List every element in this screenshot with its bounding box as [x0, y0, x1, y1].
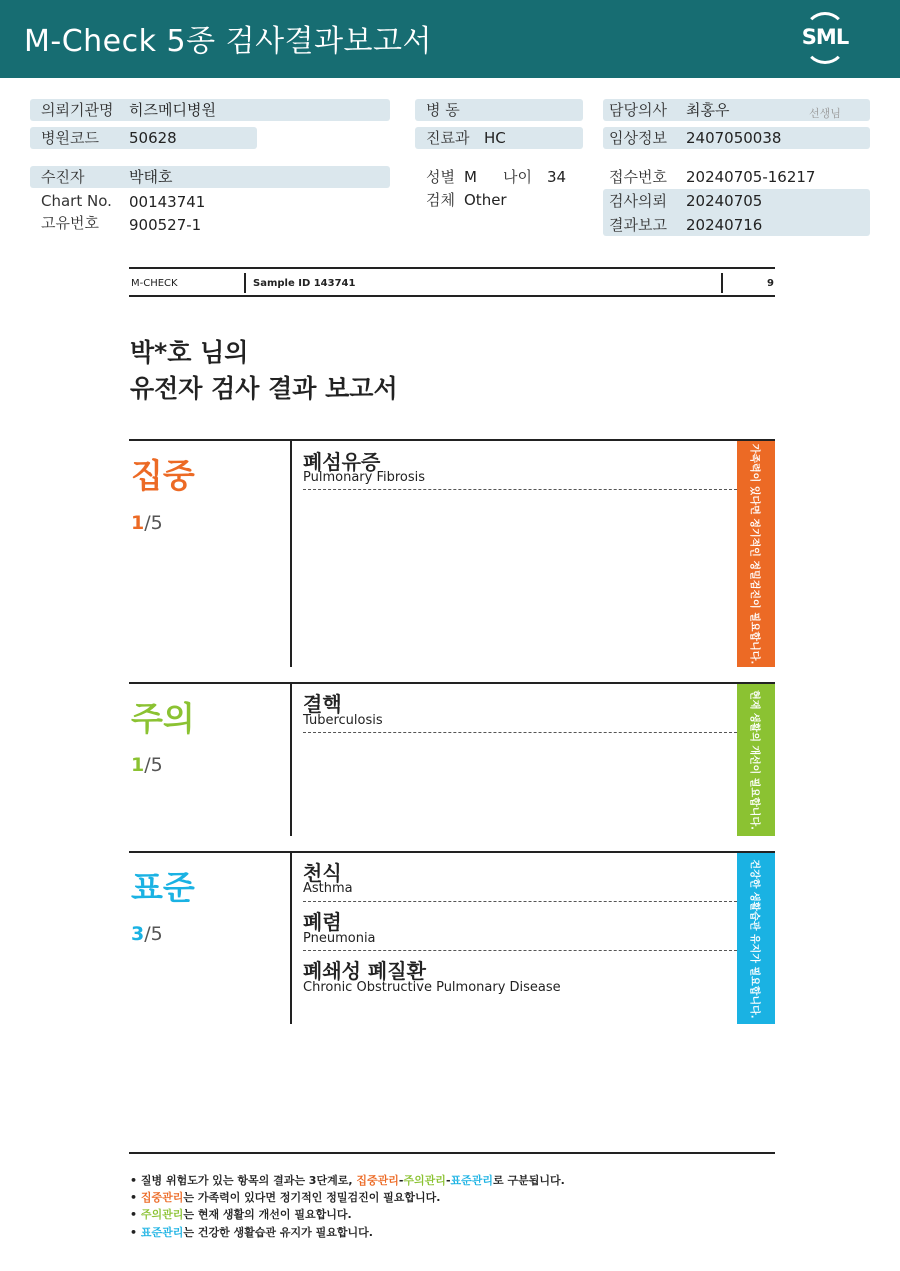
doctor-suffix: 선생님	[809, 107, 841, 120]
clinical-value: 2407050038	[686, 129, 782, 147]
footer-rule	[129, 1152, 775, 1154]
doctor-label: 담당의사	[609, 101, 667, 119]
footer-text: 는 가족력이 있다면 정기적인 정밀검진이 필요합니다.	[183, 1191, 441, 1204]
specimen-value: Other	[464, 191, 507, 209]
bullet: •	[130, 1208, 138, 1221]
item-copd-en: Chronic Obstructive Pulmonary Disease	[303, 980, 561, 995]
section-focus-count-n: 1	[131, 512, 145, 534]
legend-focus: 집중관리	[356, 1174, 399, 1187]
receipt-value: 20240705-16217	[686, 168, 816, 186]
report-title-line2: 유전자 검사 결과 보고서	[130, 374, 398, 403]
footer-line-4	[130, 1224, 373, 1240]
section-standard-side-band	[737, 853, 775, 1024]
section-caution-count	[131, 754, 163, 776]
section-standard-top-rule	[129, 851, 775, 853]
bullet: •	[130, 1191, 138, 1204]
legend-standard: 표준관리	[140, 1226, 184, 1239]
result-value: 20240716	[686, 216, 763, 234]
bullet: •	[130, 1174, 138, 1187]
age-label: 나이	[503, 168, 532, 186]
legend-standard: 표준관리	[450, 1174, 494, 1187]
item-asthma-ko: 천식	[303, 861, 342, 885]
logo-text: SML	[801, 25, 849, 49]
report-strip-top-rule	[129, 267, 775, 269]
report-strip-divider-left	[244, 273, 246, 293]
institution-value: 히즈메디병원	[129, 101, 216, 119]
footer-text: 는 현재 생활의 개선이 필요합니다.	[183, 1208, 352, 1221]
item-copd-ko: 폐쇄성 폐질환	[303, 959, 426, 983]
report-strip-bottom-rule	[129, 295, 775, 297]
bullet: •	[130, 1226, 138, 1239]
report-sample-id: Sample ID 143741	[253, 278, 356, 289]
section-standard-count-total: /5	[144, 923, 163, 945]
hospital-code-value: 50628	[129, 129, 177, 147]
section-caution-top-rule	[129, 682, 775, 684]
result-label: 결과보고	[609, 216, 667, 234]
footer-line-3	[130, 1206, 352, 1222]
footer-text: 는 건강한 생활습관 유지가 필요합니다.	[183, 1226, 373, 1239]
request-value: 20240705	[686, 192, 763, 210]
hospital-code-label: 병원코드	[41, 129, 99, 147]
legend-caution: 주의관리	[140, 1208, 184, 1221]
sex-value: M	[464, 168, 477, 186]
section-caution-count-total: /5	[144, 754, 163, 776]
item-divider	[303, 732, 737, 733]
footer-line-2	[130, 1189, 441, 1205]
sex-label: 성별	[426, 168, 455, 186]
chart-value: 00143741	[129, 193, 206, 211]
unique-label: 고유번호	[41, 214, 99, 232]
sml-logo	[796, 12, 854, 66]
section-focus-top-rule	[129, 439, 775, 441]
legend-focus: 집중관리	[140, 1191, 184, 1204]
section-standard-divider	[290, 853, 292, 1024]
footer-text: 로 구분됩니다.	[493, 1174, 565, 1187]
item-pneumonia-ko: 폐렴	[303, 910, 342, 934]
item-divider	[303, 950, 737, 951]
legend-separator: -	[398, 1174, 404, 1187]
section-caution-count-n: 1	[131, 754, 145, 776]
item-divider	[303, 489, 737, 490]
examinee-value: 박태호	[129, 168, 173, 186]
section-focus-name: 집중	[131, 456, 195, 495]
chart-label: Chart No.	[41, 192, 112, 210]
item-pulmonary-fibrosis-en: Pulmonary Fibrosis	[303, 470, 426, 485]
section-focus-count	[131, 512, 163, 534]
item-asthma-en: Asthma	[303, 881, 353, 896]
report-title-line1: 박*호 님의	[130, 338, 249, 367]
section-standard-side-text: 건강한 생활습관 유지가 필요합니다.	[748, 858, 760, 1019]
doctor-value: 최홍우	[686, 101, 730, 119]
section-standard-count-n: 3	[131, 923, 145, 945]
report-header	[0, 0, 900, 78]
ward-label: 병 동	[426, 101, 460, 119]
age-value: 34	[547, 168, 567, 186]
report-header-title: M-Check 5종 검사결과보고서	[24, 24, 432, 59]
section-standard-name: 표준	[131, 868, 195, 907]
section-caution-name: 주의	[131, 699, 195, 738]
unique-value: 900527-1	[129, 216, 202, 234]
section-focus-side-text: 가족력이 있다면 정기적인 정밀검진이 필요합니다.	[748, 443, 760, 665]
report-strip-divider-right	[721, 273, 723, 293]
receipt-label: 접수번호	[609, 168, 667, 186]
item-pneumonia-en: Pneumonia	[303, 931, 376, 946]
examinee-label: 수진자	[41, 168, 85, 186]
section-focus-count-total: /5	[144, 512, 163, 534]
section-caution-side-text: 현재 생활의 개선이 필요합니다.	[748, 690, 760, 830]
item-pulmonary-fibrosis-ko: 폐섬유증	[303, 450, 381, 474]
section-caution-divider	[290, 684, 292, 836]
section-standard-count	[131, 923, 163, 945]
section-focus-side-band	[737, 441, 775, 667]
department-label: 진료과	[426, 129, 470, 147]
footer-text: 질병 위험도가 있는 항목의 결과는 3단계로,	[140, 1174, 357, 1187]
item-tuberculosis-ko: 결핵	[303, 692, 342, 716]
item-tuberculosis-en: Tuberculosis	[303, 713, 383, 728]
institution-label: 의뢰기관명	[41, 101, 114, 119]
specimen-label: 검체	[426, 191, 455, 209]
clinical-label: 임상정보	[609, 129, 667, 147]
legend-separator: -	[445, 1174, 451, 1187]
section-caution-side-band	[737, 684, 775, 836]
footer-line-1	[130, 1172, 565, 1188]
section-focus-divider	[290, 441, 292, 667]
department-value: HC	[484, 129, 506, 147]
report-brand: M-CHECK	[131, 278, 178, 289]
report-page-number: 9	[767, 278, 774, 289]
item-divider	[303, 901, 737, 902]
legend-caution: 주의관리	[403, 1174, 446, 1187]
request-label: 검사의뢰	[609, 192, 667, 210]
